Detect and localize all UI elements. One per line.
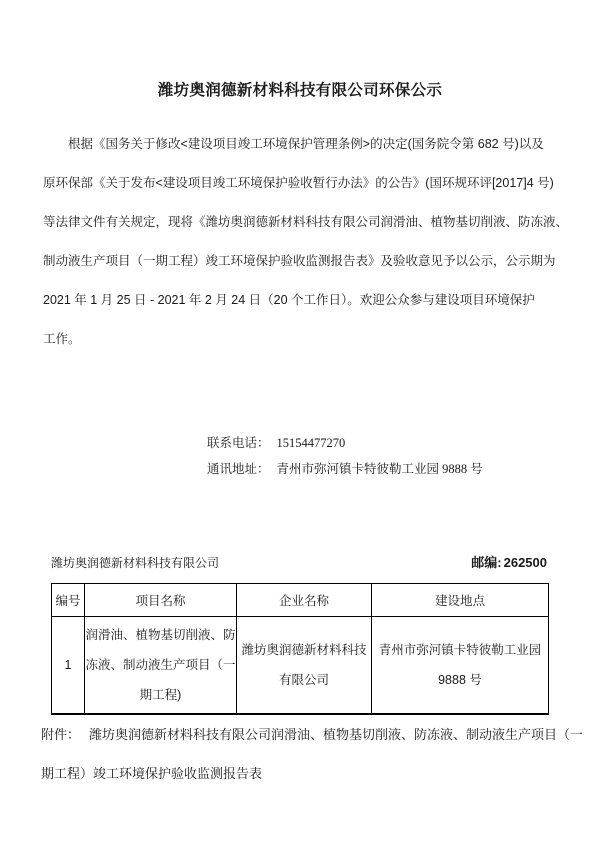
paragraph-line: 工作。 <box>43 332 81 346</box>
postal-label: 邮编: <box>471 555 502 570</box>
cell-no: 1 <box>52 617 85 715</box>
paragraph-line: 2021 年 1 月 25 日 - 2021 年 2 月 24 日（20 个工作日）。欢迎公众参与建设项目环境保护 <box>43 293 535 307</box>
cell-location <box>372 617 549 715</box>
paragraph-line: 制动液生产项目（一期工程）竣工环境保护验收监测报告表》及验收意见予以公示，公示期为 <box>43 254 556 268</box>
attachment-text: 潍坊奥润德新材料科技有限公司润滑油、植物基切削液、防冻液、制动液生产项目（一 <box>89 727 584 742</box>
attachment-label: 附件： <box>41 727 81 742</box>
cell-line: 冻液、制动液生产项目（一 <box>85 658 236 672</box>
postal-code-field <box>471 552 547 571</box>
cell-line: 期工程) <box>139 688 182 702</box>
project-table <box>51 583 549 715</box>
cell-line: 9888 号 <box>438 673 482 687</box>
cell-line: 潍坊奥润德新材料科技 <box>241 643 367 657</box>
postal-code: 262500 <box>503 555 547 570</box>
attachment-line <box>41 715 584 754</box>
header-company-name: 企业名称 <box>237 584 372 617</box>
header-project-name: 项目名称 <box>85 584 237 617</box>
attachment-line: 期工程）竣工环境保护验收监测报告表 <box>41 766 263 781</box>
cell-project-name <box>85 617 237 715</box>
cell-line: 青州市弥河镇卡特彼勒工业园 <box>378 643 542 657</box>
phone-label: 联系电话： <box>207 436 270 450</box>
company-name: 潍坊奥润德新材料科技有限公司 <box>51 556 220 570</box>
table-header-row <box>52 584 549 617</box>
cell-line: 润滑油、植物基切削液、防 <box>85 628 236 642</box>
phone-line <box>207 430 483 456</box>
phone-number: 15154477270 <box>276 436 346 450</box>
header-location: 建设地点 <box>372 584 549 617</box>
paragraph-line: 等法律文件有关规定，现将《潍坊奥润德新材料科技有限公司润滑油、植物基切削液、防冻液、 <box>43 215 569 229</box>
contact-block <box>207 430 483 482</box>
address-value: 青州市弥河镇卡特彼勒工业园 9888 号 <box>276 462 483 476</box>
header-no: 编号 <box>52 584 85 617</box>
address-label: 通讯地址： <box>207 462 270 476</box>
attachment-note <box>41 715 584 793</box>
table-row <box>52 617 549 715</box>
page-title: 潍坊奥润德新材料科技有限公司环保公示 <box>157 82 443 99</box>
cell-company-name <box>237 617 372 715</box>
announcement-paragraph <box>43 125 569 359</box>
paragraph-line: 原环保部《关于发布<建设项目竣工环境保护验收暂行办法》的公告》(国环规环评[2017]4 号) <box>43 176 554 190</box>
cell-line: 有限公司 <box>278 673 329 687</box>
company-postal-row <box>51 552 547 571</box>
paragraph-line: 根据《国务关于修改<建设项目竣工环境保护管理条例>的决定(国务院令第 682 号)以及 <box>68 137 544 151</box>
address-line <box>207 456 483 482</box>
